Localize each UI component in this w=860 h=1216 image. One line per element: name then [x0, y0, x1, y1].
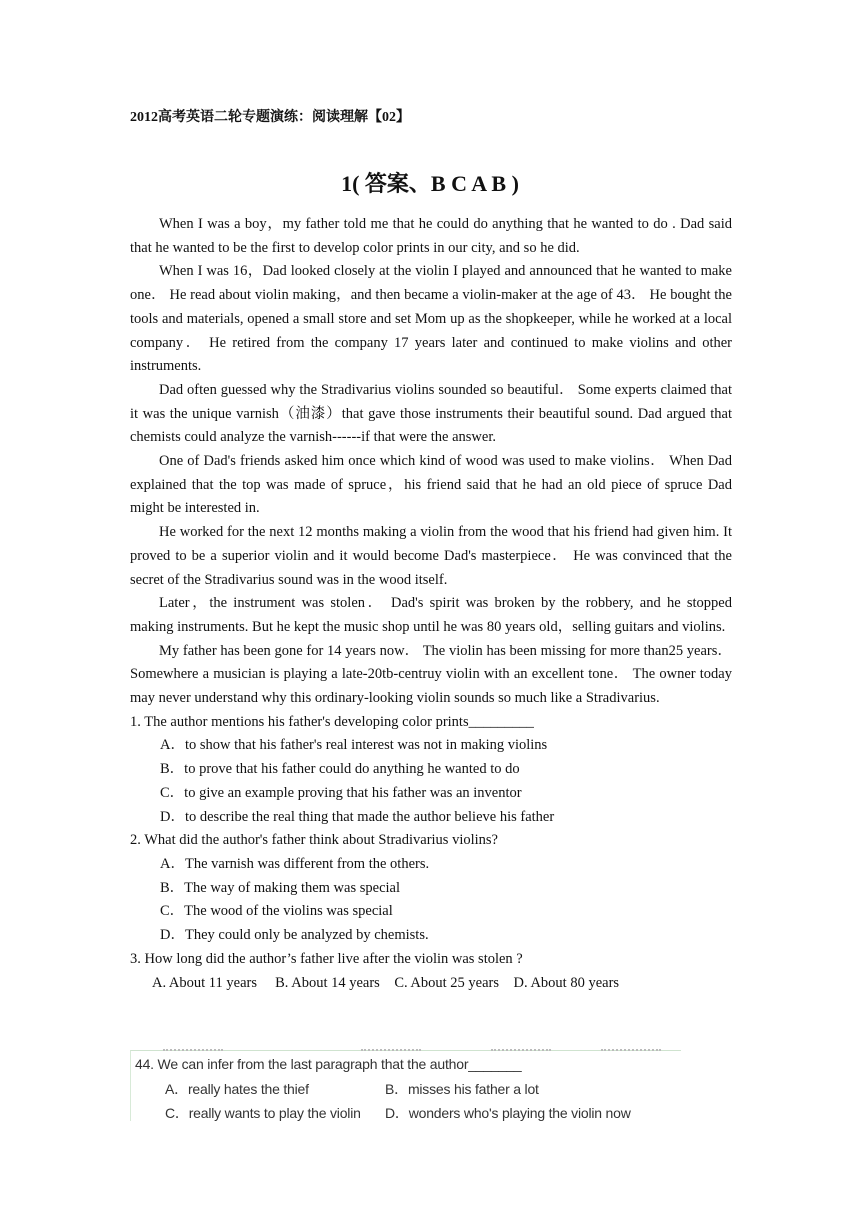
question-4-option-b: B．misses his father a lot [385, 1081, 539, 1097]
paragraph-1: When I was a boy，my father told me that he could do anything that he wanted to do . Dad said that he wanted to be the first to develop color prints in our city, and so he did. [130, 216, 732, 256]
paragraph-7: My father has been gone for 14 years now． The violin has been missing for more than25 years． Somewhere a musician is playing a late-20tb-centruy violin with an excellent tone． The owner today may never understand why this ordinary-looking violin sounds so much like a Stradivarius. [130, 642, 732, 707]
question-1-option-a: A．to show that his father's real interest was not in making violins [160, 737, 548, 754]
page-title: 1( 答案、B C A B ) [341, 171, 519, 196]
scan-artifact [163, 1049, 223, 1054]
question-2-option-a: A．The varnish was different from the others. [160, 855, 430, 872]
question-1-option-b: B．to prove that his father could do anything he wanted to do [160, 761, 520, 778]
paragraph-5: He worked for the next 12 months making a violin from the wood that his friend had given him. It proved to be a superior violin and it would become Dad's masterpiece． He was convinced that the secret of the Stradivarius sound was in the wood itself. [130, 524, 732, 588]
question-3-options: A. About 11 years B. About 14 years C. About 25 years D. About 80 years [152, 974, 620, 991]
question-1-option-c: C．to give an example proving that his father was an inventor [160, 784, 522, 801]
question-2-stem: 2. What did the author's father think about Stradivarius violins? [130, 832, 498, 849]
question-4-option-c: C．really wants to play the violin [165, 1105, 361, 1121]
document-header: 2012高考英语二轮专题演练：阅读理解【02】 [130, 110, 410, 125]
paragraph-6: Later，the instrument was stolen． Dad's spirit was broken by the robbery, and he stopped making instruments. But he kept the music shop until he was 80 years old，selling guitars and violins. [130, 595, 732, 635]
question-1-stem: 1. The author mentions his father's developing color prints_________ [130, 713, 534, 730]
scan-artifact [491, 1049, 551, 1054]
paragraph-4: One of Dad's friends asked him once which kind of wood was used to make violins． When Dad explained that the top was made of spruce，his friend said that he had an old piece of spruce Dad might be interested in. [130, 453, 732, 517]
paragraph-3: Dad often guessed why the Stradivarius violins sounded so beautiful． Some experts claimed that it was the unique varnish（油漆）that gave those instruments their beautiful sound. Dad argued that chemists could analyze the varnish------if that were the answer. [130, 381, 732, 446]
question-2-option-d: D．They could only be analyzed by chemists. [160, 927, 429, 944]
question-4-row-2 [165, 1103, 631, 1123]
question-3-stem: 3. How long did the author’s father live after the violin was stolen ? [130, 950, 523, 967]
scanned-question-4 [130, 1050, 681, 1121]
question-4-row-1 [165, 1079, 539, 1099]
question-4-option-d: D．wonders who's playing the violin now [385, 1105, 631, 1121]
question-2-option-c: C．The wood of the violins was special [160, 903, 393, 920]
question-1-option-d: D．to describe the real thing that made the author believe his father [160, 808, 555, 825]
reading-passage [130, 213, 732, 995]
scan-artifact [361, 1049, 421, 1054]
question-2-option-b: B．The way of making them was special [160, 879, 400, 896]
question-4-option-a: A．really hates the thief [165, 1081, 309, 1097]
paragraph-2: When I was 16，Dad looked closely at the violin I played and announced that he wanted to make one． He read about violin making，and then became a violin-maker at the age of 43． He bought the tools and materials, opened a small store and set Mom up as the shopkeeper, while he worked at a local company． He retired from the company 17 years later and continued to make violins and other instruments. [130, 263, 732, 375]
question-4-stem: 44. We can infer from the last paragraph that the author_______ [135, 1056, 522, 1072]
scan-artifact [601, 1049, 661, 1054]
